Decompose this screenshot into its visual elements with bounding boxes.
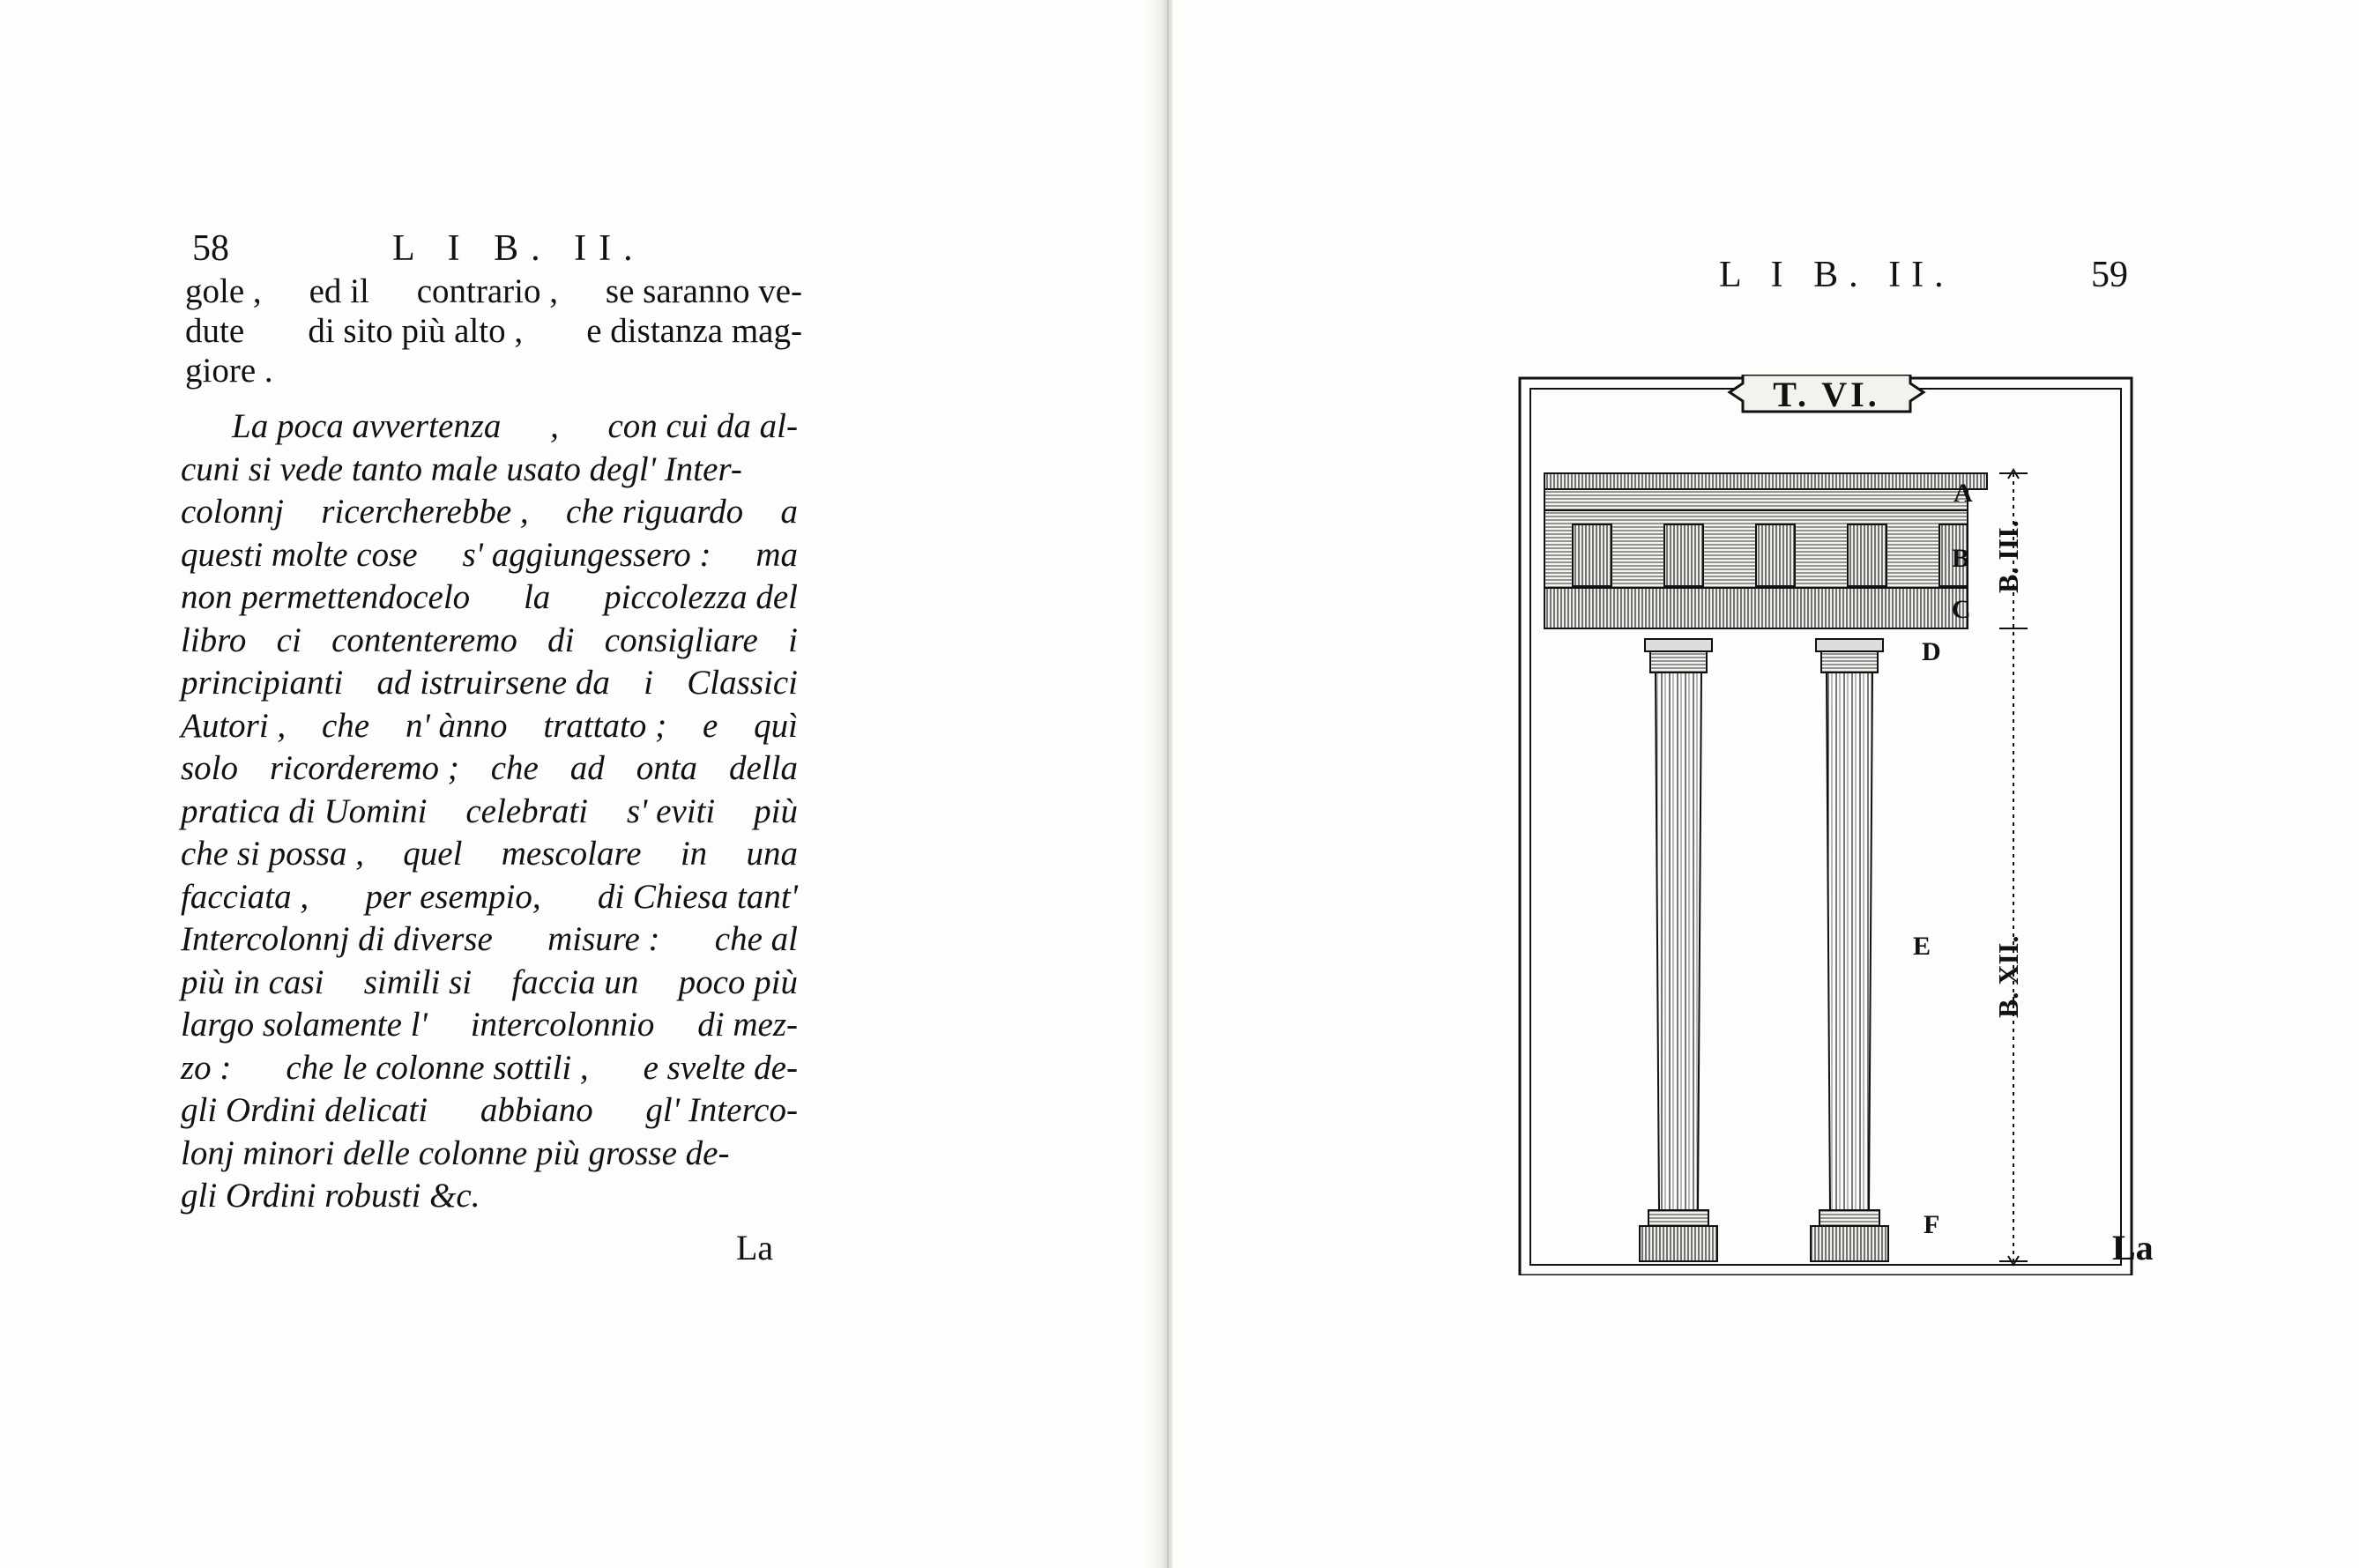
text-segment: ad istruirsene da <box>376 664 610 702</box>
text-segment: che <box>322 706 370 745</box>
text-segment: i <box>788 621 798 659</box>
running-head-right: L I B. II. <box>1719 255 1954 295</box>
text-segment: principianti <box>181 664 344 702</box>
text-segment: e <box>702 706 718 745</box>
text-segment: solo <box>181 749 239 787</box>
text-segment: di mez- <box>697 1006 798 1044</box>
text-segment: della <box>728 749 798 787</box>
text-segment: zo : <box>181 1048 232 1087</box>
architrave <box>1544 588 1968 628</box>
italic-paragraph <box>181 405 798 1218</box>
text-segment: ricorderemo ; <box>269 749 459 787</box>
text-segment: di Chiesa tant' <box>597 877 798 916</box>
text-segment: facciata , <box>181 877 309 916</box>
text-segment: che si possa , <box>181 835 364 873</box>
text-line <box>185 271 802 311</box>
text-line <box>181 833 798 876</box>
text-segment: questi molte cose <box>181 535 418 574</box>
dimension-upper: B. III. <box>1992 520 2024 593</box>
text-segment: quel <box>403 835 463 873</box>
text-line <box>181 1004 798 1047</box>
catchword-right: La <box>2112 1228 2154 1267</box>
text-line <box>181 705 798 748</box>
text-segment: per esempio, <box>365 877 541 916</box>
text-segment: largo solamente l' <box>181 1006 428 1044</box>
text-line <box>181 1089 798 1133</box>
text-segment: gli Ordini robusti &c. <box>181 1177 480 1215</box>
text-segment: ricercherebbe , <box>321 493 529 531</box>
text-segment: in <box>680 835 708 873</box>
text-line <box>181 747 798 791</box>
text-segment: non permettendocelo <box>181 578 471 616</box>
running-head-left: L I B. II. <box>392 228 645 269</box>
text-segment: ci <box>276 621 301 659</box>
text-line <box>181 1133 798 1176</box>
text-segment: n' ànno <box>405 706 508 745</box>
text-segment: più in casi <box>181 962 324 1001</box>
text-segment: pratica di Uomini <box>181 791 428 830</box>
text-line <box>181 449 798 492</box>
text-segment: colonnj <box>181 493 284 531</box>
text-segment: Classici <box>687 664 798 702</box>
label-a: A <box>1953 479 1973 508</box>
text-segment: poco più <box>678 962 798 1001</box>
text-segment: e distanza mag- <box>586 312 802 350</box>
text-segment: La poca avvertenza <box>232 407 502 445</box>
column-left <box>1640 639 1717 1261</box>
text-segment: gole , <box>185 272 262 310</box>
text-segment: intercolonnio <box>470 1006 655 1044</box>
text-line <box>181 534 798 577</box>
text-segment: e svelte de- <box>643 1048 798 1087</box>
text-segment: gl' Interco- <box>645 1091 798 1129</box>
text-segment: dute <box>185 312 245 350</box>
text-segment: una <box>746 835 798 873</box>
text-segment: che le colonne sottili , <box>286 1048 589 1087</box>
text-segment: ed il <box>309 272 369 310</box>
left-page <box>0 0 1162 1568</box>
text-segment: lonj minori delle colonne più grosse de- <box>181 1133 730 1172</box>
label-b: B <box>1952 544 1970 573</box>
text-line <box>185 311 802 351</box>
text-segment: faccia un <box>511 962 639 1001</box>
text-segment: di sito più alto , <box>308 312 524 350</box>
label-e: E <box>1913 932 1931 961</box>
gutter-fold <box>1167 0 1169 1568</box>
dimension-lower: B. XII. <box>1992 935 2024 1018</box>
text-segment: consigliare <box>604 621 758 659</box>
text-segment: i <box>644 664 653 702</box>
text-line <box>181 491 798 534</box>
text-segment: libro <box>181 621 247 659</box>
text-line <box>181 962 798 1005</box>
text-segment: giore . <box>185 352 273 390</box>
text-segment: misure : <box>547 920 660 958</box>
label-c: C <box>1952 595 1971 624</box>
label-d: D <box>1922 637 1941 666</box>
text-line <box>181 405 798 449</box>
text-segment: piccolezza del <box>604 578 798 616</box>
text-segment: gli Ordini delicati <box>181 1091 428 1129</box>
text-segment: contenteremo <box>331 621 517 659</box>
cornice-band <box>1544 489 1968 510</box>
text-segment: che <box>490 749 539 787</box>
text-segment: , <box>550 407 559 445</box>
text-segment: abbiano <box>480 1091 593 1129</box>
page-number-right: 59 <box>2091 255 2128 295</box>
text-segment: che al <box>714 920 798 958</box>
text-line <box>181 1175 798 1218</box>
text-segment: s' aggiungessero : <box>462 535 711 574</box>
text-segment: Intercolonnj di diverse <box>181 920 493 958</box>
text-line <box>185 351 802 390</box>
text-segment: Autori , <box>181 706 287 745</box>
text-line <box>181 662 798 705</box>
text-line <box>181 576 798 620</box>
text-line <box>181 620 798 663</box>
column-right <box>1811 639 1888 1261</box>
page-number-left: 58 <box>192 228 229 269</box>
text-line <box>181 918 798 962</box>
roman-paragraph <box>185 271 802 390</box>
text-segment: simili si <box>363 962 473 1001</box>
text-segment: cuni si vede tanto male usato degl' Inter- <box>181 450 742 488</box>
text-segment: con cui da al- <box>607 407 798 445</box>
text-segment: più <box>754 791 798 830</box>
text-line <box>181 1047 798 1090</box>
text-segment: mescolare <box>501 835 642 873</box>
text-line <box>181 791 798 834</box>
column-engraving <box>1518 375 2135 1275</box>
plate-title: T. VI. <box>1773 375 1880 414</box>
text-segment: se saranno ve- <box>605 272 802 310</box>
text-segment: di <box>547 621 575 659</box>
catchword-left: La <box>736 1228 774 1267</box>
cornice <box>1544 473 1987 489</box>
text-segment: che riguardo <box>566 493 744 531</box>
engraved-plate <box>1518 375 2135 1275</box>
text-segment: celebrati <box>465 791 588 830</box>
text-segment: trattato ; <box>543 706 667 745</box>
text-segment: onta <box>636 749 698 787</box>
text-segment: s' eviti <box>626 791 716 830</box>
text-segment: la <box>523 578 551 616</box>
text-segment: contrario , <box>416 272 558 310</box>
text-segment: a <box>780 493 798 531</box>
text-line <box>181 876 798 919</box>
text-segment: ma <box>755 535 798 574</box>
label-f: F <box>1924 1210 1940 1239</box>
text-segment: ad <box>569 749 605 787</box>
text-segment: quì <box>754 706 798 745</box>
